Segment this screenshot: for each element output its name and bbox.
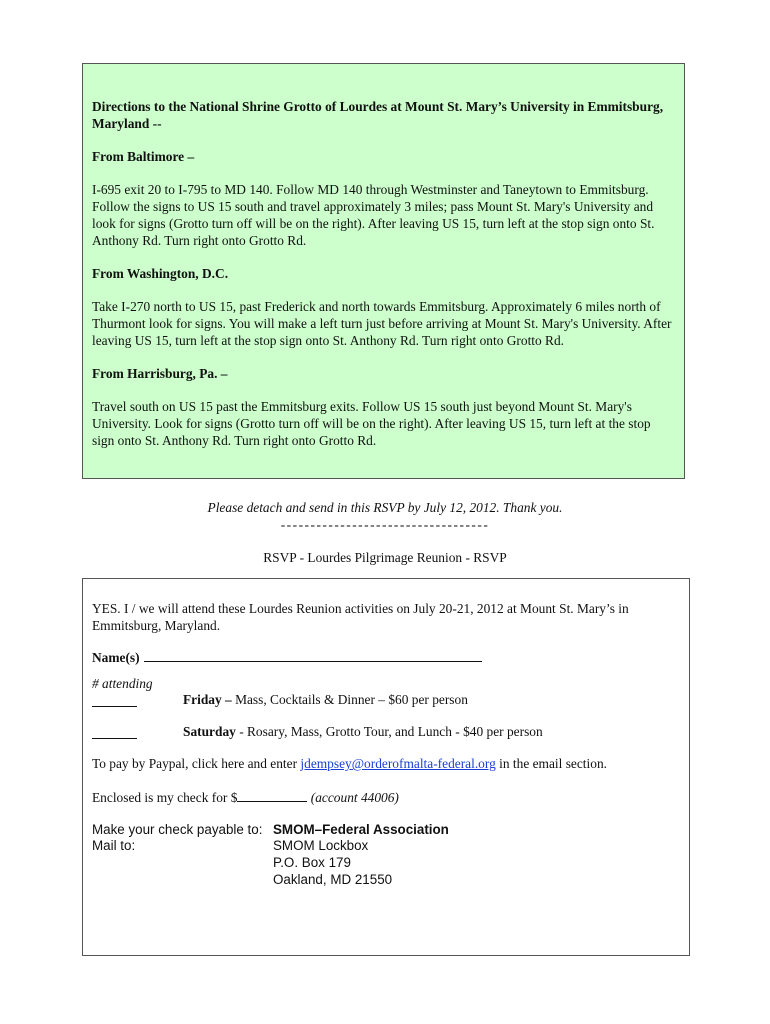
detach-dash-line: -----------------------------------	[280, 517, 490, 532]
mail-label: Mail to:	[92, 838, 136, 853]
check-amount-field[interactable]	[237, 789, 307, 802]
saturday-attending-field[interactable]	[92, 737, 137, 739]
rsvp-form-box	[82, 578, 690, 956]
attending-label: # attending	[92, 676, 153, 691]
saturday-day-label: Saturday	[183, 724, 236, 739]
paypal-suffix: in the email section.	[495, 756, 607, 771]
from-baltimore-text: I-695 exit 20 to I-795 to MD 140. Follow MD 140 through Westminster and Taneytown to Emmitsburg. Follow the signs to US 15 south and travel approximately 3 miles; pass Mount St. Mary's University and look for signs (Grotto turn off will be on the right). After leaving US 15, turn left at the stop sign onto St. Anthony Rd. Turn right onto Grotto Rd.	[92, 182, 655, 248]
detach-note: Please detach and send in this RSVP by July 12, 2012. Thank you.	[207, 500, 563, 515]
payable-label: Make your check payable to:	[92, 822, 263, 837]
friday-details: Mass, Cocktails & Dinner – $60 per person	[231, 692, 468, 707]
paypal-email-link[interactable]: jdempsey@orderofmalta-federal.org	[300, 756, 496, 771]
check-prefix: Enclosed is my check for $	[92, 790, 238, 805]
friday-day-label: Friday –	[183, 692, 232, 707]
check-account: (account 44006)	[310, 790, 399, 805]
from-washington-heading: From Washington, D.C.	[92, 266, 229, 281]
payee-address-line: Oakland, MD 21550	[273, 872, 393, 887]
friday-attending-field[interactable]	[92, 705, 137, 707]
names-field[interactable]	[144, 649, 482, 662]
directions-box	[82, 63, 685, 479]
saturday-details: - Rosary, Mass, Grotto Tour, and Lunch - $40 per person	[235, 724, 543, 739]
check-amount-row	[92, 789, 399, 806]
paypal-instructions	[92, 755, 607, 772]
friday-event	[183, 691, 468, 708]
names-row	[92, 649, 482, 666]
from-harrisburg-heading: From Harrisburg, Pa. –	[92, 366, 228, 381]
directions-title: Directions to the National Shrine Grotto of Lourdes at Mount St. Mary’s University in Emmitsburg, Maryland --	[92, 99, 664, 131]
from-washington-text: Take I-270 north to US 15, past Frederick and north towards Emmitsburg. Approximately 6 miles north of Thurmont look for signs. You will make a left turn just before arriving at Mount St. Mary's University. After leaving US 15, turn left at the stop sign onto St. Anthony Rd. Turn right onto Grotto Rd.	[92, 299, 672, 348]
from-baltimore-heading: From Baltimore –	[92, 149, 195, 164]
payee-address-line: SMOM Lockbox	[273, 838, 369, 853]
paypal-prefix: To pay by Paypal, click here and enter	[92, 756, 301, 771]
payee-address-line: P.O. Box 179	[273, 855, 351, 870]
attend-statement: YES. I / we will attend these Lourdes Reunion activities on July 20-21, 2012 at Mount St. Mary’s in Emmitsburg, Maryland.	[92, 601, 629, 633]
names-label: Name(s)	[92, 650, 140, 665]
from-harrisburg-text: Travel south on US 15 past the Emmitsburg exits. Follow US 15 south just beyond Mount St. Mary's University. Look for signs (Grotto turn off will be on the right). After leaving US 15, turn left at the stop sign onto St. Anthony Rd. Turn right onto Grotto Rd.	[92, 399, 651, 448]
rsvp-title: RSVP - Lourdes Pilgrimage Reunion - RSVP	[263, 550, 507, 565]
payee-name: SMOM–Federal Association	[273, 822, 449, 837]
saturday-event	[183, 723, 543, 740]
